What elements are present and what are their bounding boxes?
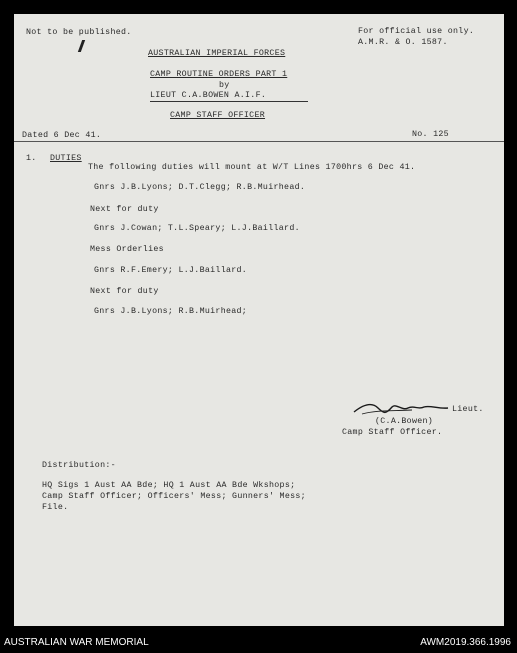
duty-line: Gnrs R.F.Emery; L.J.Baillard.	[94, 266, 248, 275]
distribution-line: HQ Sigs 1 Aust AA Bde; HQ 1 Aust AA Bde Wkshops;	[42, 481, 296, 490]
signature-rank: Lieut.	[452, 405, 484, 414]
signature-title: Camp Staff Officer.	[342, 428, 443, 437]
duty-line: The following duties will mount at W/T Lines 1700hrs 6 Dec 41.	[88, 163, 416, 172]
date-line: Dated 6 Dec 41.	[22, 131, 102, 140]
header-not-published: Not to be published.	[26, 28, 132, 37]
document-page	[14, 14, 504, 626]
duty-line: Mess Orderlies	[90, 245, 164, 254]
handwritten-signature	[352, 398, 452, 418]
title-staff-officer: CAMP STAFF OFFICER	[170, 111, 266, 120]
distribution-label: Distribution:-	[42, 461, 116, 470]
title-by: by	[219, 81, 230, 90]
signature-name: (C.A.Bowen)	[375, 417, 434, 426]
header-official-use: For official use only.	[358, 27, 475, 36]
duty-line: Gnrs J.B.Lyons; R.B.Muirhead;	[94, 307, 248, 316]
title-orders: CAMP ROUTINE ORDERS PART 1	[150, 70, 288, 79]
title-forces: AUSTRALIAN IMPERIAL FORCES	[148, 49, 286, 58]
footer-accession-number: AWM2019.366.1996	[420, 637, 511, 648]
footer-institution: AUSTRALIAN WAR MEMORIAL	[4, 637, 149, 648]
distribution-line: Camp Staff Officer; Officers' Mess; Gunners' Mess;	[42, 492, 306, 501]
header-reference: A.M.R. & O. 1587.	[358, 38, 448, 47]
header-divider	[14, 141, 504, 142]
section-title: DUTIES	[50, 154, 82, 163]
duty-line: Next for duty	[90, 205, 159, 214]
duty-line: Gnrs J.B.Lyons; D.T.Clegg; R.B.Muirhead.	[94, 183, 306, 192]
order-number: No. 125	[412, 130, 449, 139]
duty-line: Next for duty	[90, 287, 159, 296]
title-name-underline	[150, 101, 308, 102]
distribution-line: File.	[42, 503, 69, 512]
section-number: 1.	[26, 154, 37, 163]
title-officer-name: LIEUT C.A.BOWEN A.I.F.	[150, 91, 267, 100]
duty-line: Gnrs J.Cowan; T.L.Speary; L.J.Baillard.	[94, 224, 300, 233]
